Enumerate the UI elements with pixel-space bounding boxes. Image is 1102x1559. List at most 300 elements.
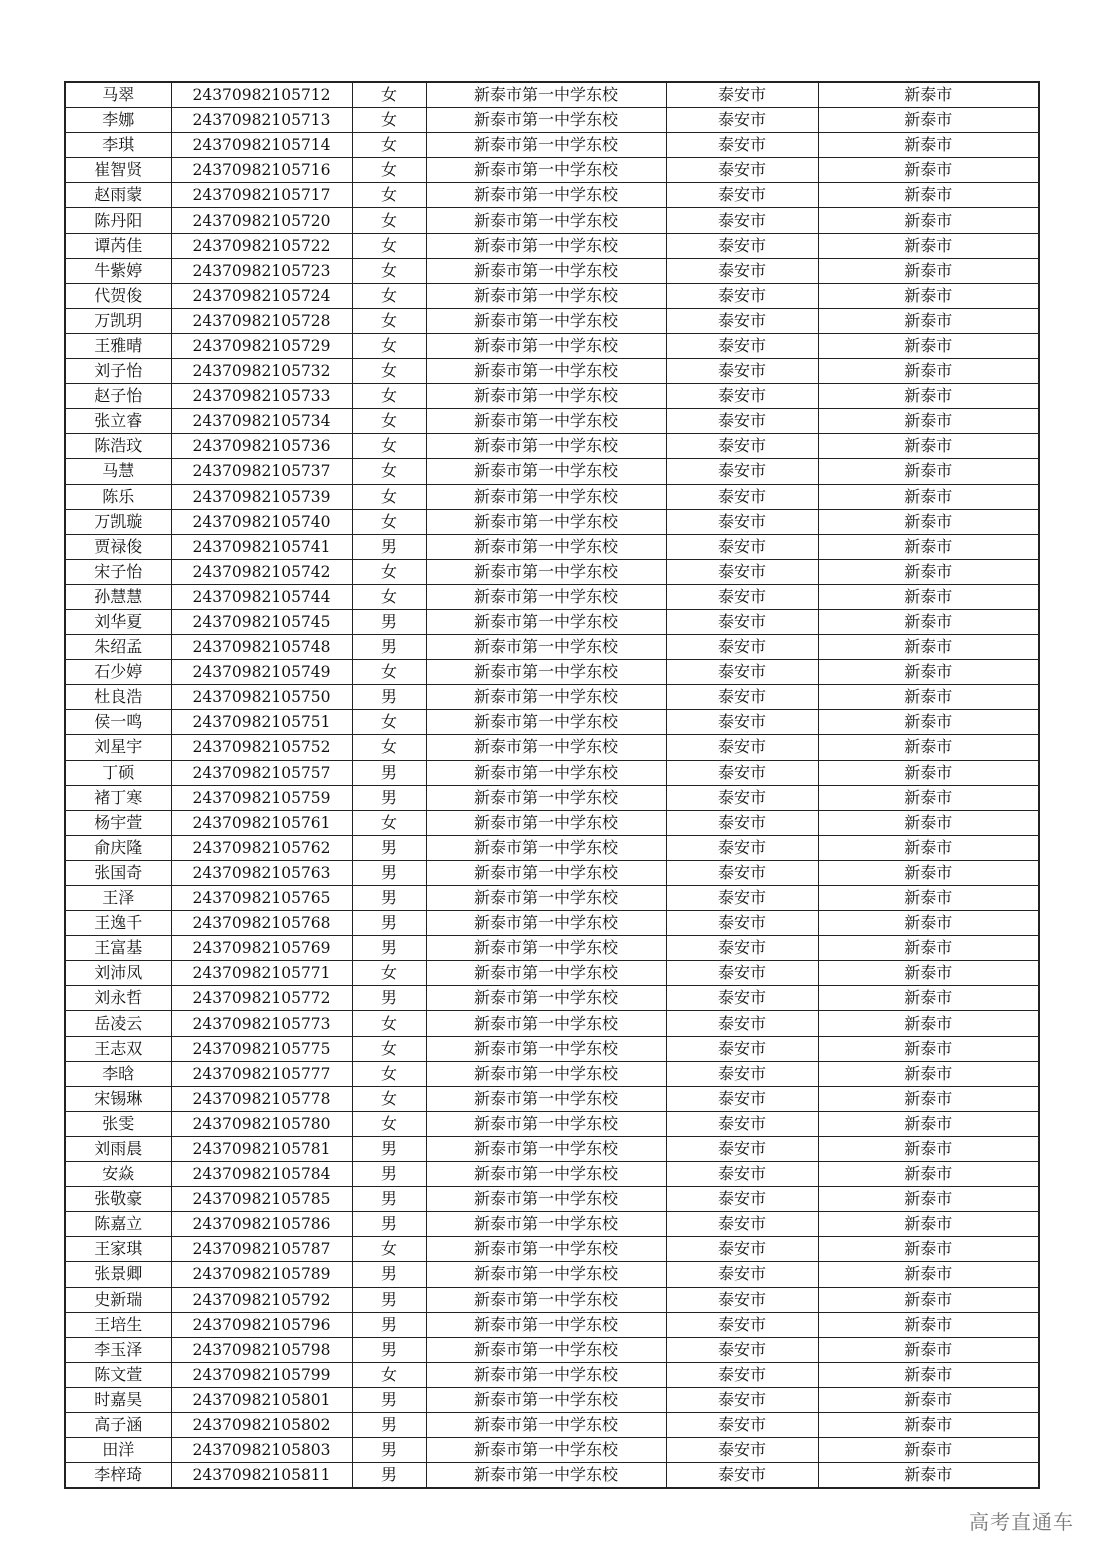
student-name-cell: 陈乐 xyxy=(65,484,171,509)
exam-id-cell: 24370982105792 xyxy=(171,1287,352,1312)
exam-id-cell: 24370982105768 xyxy=(171,911,352,936)
exam-id-cell: 24370982105751 xyxy=(171,710,352,735)
city-cell: 泰安市 xyxy=(666,1061,818,1086)
county-cell: 新泰市 xyxy=(818,82,1039,108)
county-cell: 新泰市 xyxy=(818,1136,1039,1161)
school-cell: 新泰市第一中学东校 xyxy=(426,1086,666,1111)
city-cell: 泰安市 xyxy=(666,1463,818,1489)
table-row xyxy=(65,986,1039,1011)
student-name-cell: 宋子怡 xyxy=(65,559,171,584)
school-cell: 新泰市第一中学东校 xyxy=(426,509,666,534)
exam-id-cell: 24370982105723 xyxy=(171,258,352,283)
gender-cell: 男 xyxy=(352,785,426,810)
student-name-cell: 李梓琦 xyxy=(65,1463,171,1489)
city-cell: 泰安市 xyxy=(666,936,818,961)
table-row xyxy=(65,434,1039,459)
city-cell: 泰安市 xyxy=(666,108,818,133)
exam-id-cell: 24370982105744 xyxy=(171,584,352,609)
exam-id-cell: 24370982105722 xyxy=(171,233,352,258)
school-cell: 新泰市第一中学东校 xyxy=(426,986,666,1011)
student-name-cell: 陈浩玟 xyxy=(65,434,171,459)
table-row xyxy=(65,1387,1039,1412)
county-cell: 新泰市 xyxy=(818,1111,1039,1136)
exam-id-cell: 24370982105761 xyxy=(171,810,352,835)
exam-id-cell: 24370982105750 xyxy=(171,685,352,710)
gender-cell: 男 xyxy=(352,911,426,936)
student-name-cell: 陈文萱 xyxy=(65,1362,171,1387)
table-row xyxy=(65,1262,1039,1287)
exam-id-cell: 24370982105732 xyxy=(171,359,352,384)
city-cell: 泰安市 xyxy=(666,534,818,559)
table-row xyxy=(65,409,1039,434)
table-row xyxy=(65,860,1039,885)
exam-id-cell: 24370982105781 xyxy=(171,1136,352,1161)
table-row xyxy=(65,710,1039,735)
student-name-cell: 贾禄俊 xyxy=(65,534,171,559)
city-cell: 泰安市 xyxy=(666,183,818,208)
city-cell: 泰安市 xyxy=(666,283,818,308)
city-cell: 泰安市 xyxy=(666,484,818,509)
table-row xyxy=(65,133,1039,158)
gender-cell: 女 xyxy=(352,384,426,409)
county-cell: 新泰市 xyxy=(818,1036,1039,1061)
county-cell: 新泰市 xyxy=(818,1086,1039,1111)
student-name-cell: 丁硕 xyxy=(65,760,171,785)
table-row xyxy=(65,333,1039,358)
city-cell: 泰安市 xyxy=(666,1136,818,1161)
student-name-cell: 王泽 xyxy=(65,886,171,911)
table-row xyxy=(65,1011,1039,1036)
table-row xyxy=(65,936,1039,961)
school-cell: 新泰市第一中学东校 xyxy=(426,685,666,710)
city-cell: 泰安市 xyxy=(666,1086,818,1111)
city-cell: 泰安市 xyxy=(666,133,818,158)
table-row xyxy=(65,886,1039,911)
city-cell: 泰安市 xyxy=(666,886,818,911)
gender-cell: 女 xyxy=(352,810,426,835)
county-cell: 新泰市 xyxy=(818,1237,1039,1262)
gender-cell: 男 xyxy=(352,534,426,559)
exam-id-cell: 24370982105714 xyxy=(171,133,352,158)
school-cell: 新泰市第一中学东校 xyxy=(426,258,666,283)
student-name-cell: 刘华夏 xyxy=(65,609,171,634)
exam-id-cell: 24370982105786 xyxy=(171,1212,352,1237)
gender-cell: 女 xyxy=(352,484,426,509)
student-name-cell: 陈嘉立 xyxy=(65,1212,171,1237)
gender-cell: 男 xyxy=(352,1438,426,1463)
exam-id-cell: 24370982105778 xyxy=(171,1086,352,1111)
exam-id-cell: 24370982105803 xyxy=(171,1438,352,1463)
school-cell: 新泰市第一中学东校 xyxy=(426,1111,666,1136)
exam-id-cell: 24370982105737 xyxy=(171,459,352,484)
school-cell: 新泰市第一中学东校 xyxy=(426,183,666,208)
gender-cell: 女 xyxy=(352,1061,426,1086)
city-cell: 泰安市 xyxy=(666,434,818,459)
table-row xyxy=(65,1036,1039,1061)
table-row xyxy=(65,1212,1039,1237)
gender-cell: 女 xyxy=(352,710,426,735)
student-name-cell: 王志双 xyxy=(65,1036,171,1061)
table-row xyxy=(65,1136,1039,1161)
gender-cell: 男 xyxy=(352,1162,426,1187)
table-row xyxy=(65,635,1039,660)
school-cell: 新泰市第一中学东校 xyxy=(426,1463,666,1489)
student-name-cell: 刘雨晨 xyxy=(65,1136,171,1161)
exam-id-cell: 24370982105799 xyxy=(171,1362,352,1387)
county-cell: 新泰市 xyxy=(818,660,1039,685)
table-row xyxy=(65,484,1039,509)
student-name-cell: 赵雨蒙 xyxy=(65,183,171,208)
gender-cell: 男 xyxy=(352,1187,426,1212)
county-cell: 新泰市 xyxy=(818,333,1039,358)
city-cell: 泰安市 xyxy=(666,559,818,584)
school-cell: 新泰市第一中学东校 xyxy=(426,1061,666,1086)
school-cell: 新泰市第一中学东校 xyxy=(426,384,666,409)
exam-id-cell: 24370982105724 xyxy=(171,283,352,308)
city-cell: 泰安市 xyxy=(666,1312,818,1337)
county-cell: 新泰市 xyxy=(818,1412,1039,1437)
county-cell: 新泰市 xyxy=(818,1287,1039,1312)
county-cell: 新泰市 xyxy=(818,158,1039,183)
student-name-cell: 刘永哲 xyxy=(65,986,171,1011)
exam-id-cell: 24370982105762 xyxy=(171,835,352,860)
county-cell: 新泰市 xyxy=(818,534,1039,559)
school-cell: 新泰市第一中学东校 xyxy=(426,886,666,911)
gender-cell: 女 xyxy=(352,183,426,208)
city-cell: 泰安市 xyxy=(666,660,818,685)
exam-id-cell: 24370982105720 xyxy=(171,208,352,233)
school-cell: 新泰市第一中学东校 xyxy=(426,584,666,609)
table-row xyxy=(65,359,1039,384)
student-name-cell: 谭芮佳 xyxy=(65,233,171,258)
school-cell: 新泰市第一中学东校 xyxy=(426,936,666,961)
gender-cell: 女 xyxy=(352,158,426,183)
student-name-cell: 万凯璇 xyxy=(65,509,171,534)
city-cell: 泰安市 xyxy=(666,1212,818,1237)
city-cell: 泰安市 xyxy=(666,835,818,860)
gender-cell: 女 xyxy=(352,308,426,333)
exam-id-cell: 24370982105734 xyxy=(171,409,352,434)
watermark: 高考直通车 xyxy=(969,1510,1074,1534)
exam-id-cell: 24370982105729 xyxy=(171,333,352,358)
student-name-cell: 李琪 xyxy=(65,133,171,158)
table-row xyxy=(65,961,1039,986)
exam-id-cell: 24370982105759 xyxy=(171,785,352,810)
student-name-cell: 侯一鸣 xyxy=(65,710,171,735)
table-row xyxy=(65,233,1039,258)
table-row xyxy=(65,459,1039,484)
city-cell: 泰安市 xyxy=(666,710,818,735)
gender-cell: 男 xyxy=(352,1337,426,1362)
city-cell: 泰安市 xyxy=(666,1337,818,1362)
school-cell: 新泰市第一中学东校 xyxy=(426,434,666,459)
city-cell: 泰安市 xyxy=(666,810,818,835)
student-name-cell: 孙慧慧 xyxy=(65,584,171,609)
table-row xyxy=(65,1312,1039,1337)
school-cell: 新泰市第一中学东校 xyxy=(426,635,666,660)
school-cell: 新泰市第一中学东校 xyxy=(426,233,666,258)
exam-id-cell: 24370982105811 xyxy=(171,1463,352,1489)
city-cell: 泰安市 xyxy=(666,1111,818,1136)
gender-cell: 女 xyxy=(352,233,426,258)
exam-id-cell: 24370982105771 xyxy=(171,961,352,986)
table-row xyxy=(65,1162,1039,1187)
student-name-cell: 宋锡琳 xyxy=(65,1086,171,1111)
exam-id-cell: 24370982105742 xyxy=(171,559,352,584)
gender-cell: 男 xyxy=(352,860,426,885)
student-name-cell: 时嘉昊 xyxy=(65,1387,171,1412)
table-row xyxy=(65,384,1039,409)
gender-cell: 男 xyxy=(352,1212,426,1237)
county-cell: 新泰市 xyxy=(818,835,1039,860)
student-name-cell: 高子涵 xyxy=(65,1412,171,1437)
student-name-cell: 代贺俊 xyxy=(65,283,171,308)
gender-cell: 男 xyxy=(352,760,426,785)
school-cell: 新泰市第一中学东校 xyxy=(426,1162,666,1187)
table-row xyxy=(65,660,1039,685)
table-row xyxy=(65,208,1039,233)
student-name-cell: 李娜 xyxy=(65,108,171,133)
exam-id-cell: 24370982105775 xyxy=(171,1036,352,1061)
exam-id-cell: 24370982105769 xyxy=(171,936,352,961)
gender-cell: 男 xyxy=(352,1387,426,1412)
table-row xyxy=(65,509,1039,534)
gender-cell: 女 xyxy=(352,258,426,283)
student-name-cell: 石少婷 xyxy=(65,660,171,685)
table-row xyxy=(65,1061,1039,1086)
county-cell: 新泰市 xyxy=(818,685,1039,710)
exam-id-cell: 24370982105712 xyxy=(171,82,352,108)
county-cell: 新泰市 xyxy=(818,710,1039,735)
exam-id-cell: 24370982105784 xyxy=(171,1162,352,1187)
school-cell: 新泰市第一中学东校 xyxy=(426,1362,666,1387)
school-cell: 新泰市第一中学东校 xyxy=(426,1438,666,1463)
gender-cell: 男 xyxy=(352,635,426,660)
county-cell: 新泰市 xyxy=(818,735,1039,760)
student-name-cell: 赵子怡 xyxy=(65,384,171,409)
student-name-cell: 张立睿 xyxy=(65,409,171,434)
exam-id-cell: 24370982105745 xyxy=(171,609,352,634)
city-cell: 泰安市 xyxy=(666,986,818,1011)
table-row xyxy=(65,1187,1039,1212)
school-cell: 新泰市第一中学东校 xyxy=(426,760,666,785)
county-cell: 新泰市 xyxy=(818,810,1039,835)
county-cell: 新泰市 xyxy=(818,1187,1039,1212)
exam-id-cell: 24370982105733 xyxy=(171,384,352,409)
school-cell: 新泰市第一中学东校 xyxy=(426,1187,666,1212)
city-cell: 泰安市 xyxy=(666,735,818,760)
school-cell: 新泰市第一中学东校 xyxy=(426,208,666,233)
student-name-cell: 张国奇 xyxy=(65,860,171,885)
gender-cell: 女 xyxy=(352,82,426,108)
city-cell: 泰安市 xyxy=(666,635,818,660)
gender-cell: 女 xyxy=(352,559,426,584)
city-cell: 泰安市 xyxy=(666,333,818,358)
city-cell: 泰安市 xyxy=(666,1287,818,1312)
student-name-cell: 张景卿 xyxy=(65,1262,171,1287)
gender-cell: 男 xyxy=(352,936,426,961)
gender-cell: 女 xyxy=(352,735,426,760)
city-cell: 泰安市 xyxy=(666,1412,818,1437)
student-name-cell: 马翠 xyxy=(65,82,171,108)
exam-id-cell: 24370982105772 xyxy=(171,986,352,1011)
gender-cell: 女 xyxy=(352,1086,426,1111)
city-cell: 泰安市 xyxy=(666,158,818,183)
exam-id-cell: 24370982105798 xyxy=(171,1337,352,1362)
county-cell: 新泰市 xyxy=(818,635,1039,660)
gender-cell: 女 xyxy=(352,1036,426,1061)
student-name-cell: 刘沛凤 xyxy=(65,961,171,986)
county-cell: 新泰市 xyxy=(818,559,1039,584)
exam-id-cell: 24370982105740 xyxy=(171,509,352,534)
student-name-cell: 岳凌云 xyxy=(65,1011,171,1036)
school-cell: 新泰市第一中学东校 xyxy=(426,911,666,936)
school-cell: 新泰市第一中学东校 xyxy=(426,133,666,158)
student-table xyxy=(64,81,1040,1489)
county-cell: 新泰市 xyxy=(818,308,1039,333)
county-cell: 新泰市 xyxy=(818,133,1039,158)
city-cell: 泰安市 xyxy=(666,860,818,885)
gender-cell: 女 xyxy=(352,108,426,133)
school-cell: 新泰市第一中学东校 xyxy=(426,1212,666,1237)
gender-cell: 男 xyxy=(352,1136,426,1161)
school-cell: 新泰市第一中学东校 xyxy=(426,710,666,735)
exam-id-cell: 24370982105802 xyxy=(171,1412,352,1437)
exam-id-cell: 24370982105765 xyxy=(171,886,352,911)
exam-id-cell: 24370982105796 xyxy=(171,1312,352,1337)
school-cell: 新泰市第一中学东校 xyxy=(426,1412,666,1437)
county-cell: 新泰市 xyxy=(818,384,1039,409)
table-row xyxy=(65,911,1039,936)
gender-cell: 女 xyxy=(352,1237,426,1262)
school-cell: 新泰市第一中学东校 xyxy=(426,108,666,133)
exam-id-cell: 24370982105716 xyxy=(171,158,352,183)
gender-cell: 男 xyxy=(352,986,426,1011)
exam-id-cell: 24370982105736 xyxy=(171,434,352,459)
table-row xyxy=(65,183,1039,208)
school-cell: 新泰市第一中学东校 xyxy=(426,1287,666,1312)
student-name-cell: 朱绍孟 xyxy=(65,635,171,660)
exam-id-cell: 24370982105777 xyxy=(171,1061,352,1086)
school-cell: 新泰市第一中学东校 xyxy=(426,735,666,760)
school-cell: 新泰市第一中学东校 xyxy=(426,559,666,584)
student-name-cell: 牛紫婷 xyxy=(65,258,171,283)
county-cell: 新泰市 xyxy=(818,886,1039,911)
school-cell: 新泰市第一中学东校 xyxy=(426,1337,666,1362)
table-row xyxy=(65,108,1039,133)
table-row xyxy=(65,1111,1039,1136)
city-cell: 泰安市 xyxy=(666,961,818,986)
student-name-cell: 马慧 xyxy=(65,459,171,484)
school-cell: 新泰市第一中学东校 xyxy=(426,1387,666,1412)
exam-id-cell: 24370982105773 xyxy=(171,1011,352,1036)
county-cell: 新泰市 xyxy=(818,359,1039,384)
student-name-cell: 陈丹阳 xyxy=(65,208,171,233)
exam-id-cell: 24370982105748 xyxy=(171,635,352,660)
city-cell: 泰安市 xyxy=(666,609,818,634)
school-cell: 新泰市第一中学东校 xyxy=(426,1036,666,1061)
exam-id-cell: 24370982105749 xyxy=(171,660,352,685)
school-cell: 新泰市第一中学东校 xyxy=(426,484,666,509)
exam-id-cell: 24370982105739 xyxy=(171,484,352,509)
table-row xyxy=(65,308,1039,333)
county-cell: 新泰市 xyxy=(818,434,1039,459)
table-row xyxy=(65,785,1039,810)
county-cell: 新泰市 xyxy=(818,609,1039,634)
table-row xyxy=(65,283,1039,308)
student-name-cell: 刘星宇 xyxy=(65,735,171,760)
school-cell: 新泰市第一中学东校 xyxy=(426,860,666,885)
table-row xyxy=(65,1086,1039,1111)
gender-cell: 男 xyxy=(352,609,426,634)
student-name-cell: 王培生 xyxy=(65,1312,171,1337)
city-cell: 泰安市 xyxy=(666,509,818,534)
exam-id-cell: 24370982105713 xyxy=(171,108,352,133)
county-cell: 新泰市 xyxy=(818,183,1039,208)
city-cell: 泰安市 xyxy=(666,1011,818,1036)
school-cell: 新泰市第一中学东校 xyxy=(426,1237,666,1262)
gender-cell: 女 xyxy=(352,1362,426,1387)
gender-cell: 男 xyxy=(352,1312,426,1337)
county-cell: 新泰市 xyxy=(818,785,1039,810)
gender-cell: 女 xyxy=(352,660,426,685)
table-row xyxy=(65,534,1039,559)
gender-cell: 女 xyxy=(352,961,426,986)
gender-cell: 男 xyxy=(352,835,426,860)
gender-cell: 女 xyxy=(352,509,426,534)
county-cell: 新泰市 xyxy=(818,108,1039,133)
city-cell: 泰安市 xyxy=(666,785,818,810)
student-name-cell: 俞庆隆 xyxy=(65,835,171,860)
student-name-cell: 田洋 xyxy=(65,1438,171,1463)
student-table-body xyxy=(65,82,1039,1488)
city-cell: 泰安市 xyxy=(666,359,818,384)
gender-cell: 女 xyxy=(352,133,426,158)
student-name-cell: 崔智贤 xyxy=(65,158,171,183)
county-cell: 新泰市 xyxy=(818,1162,1039,1187)
city-cell: 泰安市 xyxy=(666,1036,818,1061)
city-cell: 泰安市 xyxy=(666,685,818,710)
table-row xyxy=(65,1337,1039,1362)
gender-cell: 女 xyxy=(352,283,426,308)
exam-id-cell: 24370982105741 xyxy=(171,534,352,559)
gender-cell: 女 xyxy=(352,409,426,434)
student-name-cell: 王逸千 xyxy=(65,911,171,936)
school-cell: 新泰市第一中学东校 xyxy=(426,1312,666,1337)
school-cell: 新泰市第一中学东校 xyxy=(426,308,666,333)
city-cell: 泰安市 xyxy=(666,82,818,108)
gender-cell: 女 xyxy=(352,333,426,358)
county-cell: 新泰市 xyxy=(818,208,1039,233)
table-row xyxy=(65,1237,1039,1262)
gender-cell: 女 xyxy=(352,208,426,233)
student-name-cell: 王富基 xyxy=(65,936,171,961)
exam-id-cell: 24370982105789 xyxy=(171,1262,352,1287)
table-row xyxy=(65,1362,1039,1387)
school-cell: 新泰市第一中学东校 xyxy=(426,1262,666,1287)
city-cell: 泰安市 xyxy=(666,760,818,785)
school-cell: 新泰市第一中学东校 xyxy=(426,283,666,308)
city-cell: 泰安市 xyxy=(666,1387,818,1412)
exam-id-cell: 24370982105787 xyxy=(171,1237,352,1262)
table-row xyxy=(65,760,1039,785)
table-row xyxy=(65,258,1039,283)
county-cell: 新泰市 xyxy=(818,484,1039,509)
county-cell: 新泰市 xyxy=(818,961,1039,986)
student-name-cell: 李晗 xyxy=(65,1061,171,1086)
table-row xyxy=(65,158,1039,183)
city-cell: 泰安市 xyxy=(666,409,818,434)
